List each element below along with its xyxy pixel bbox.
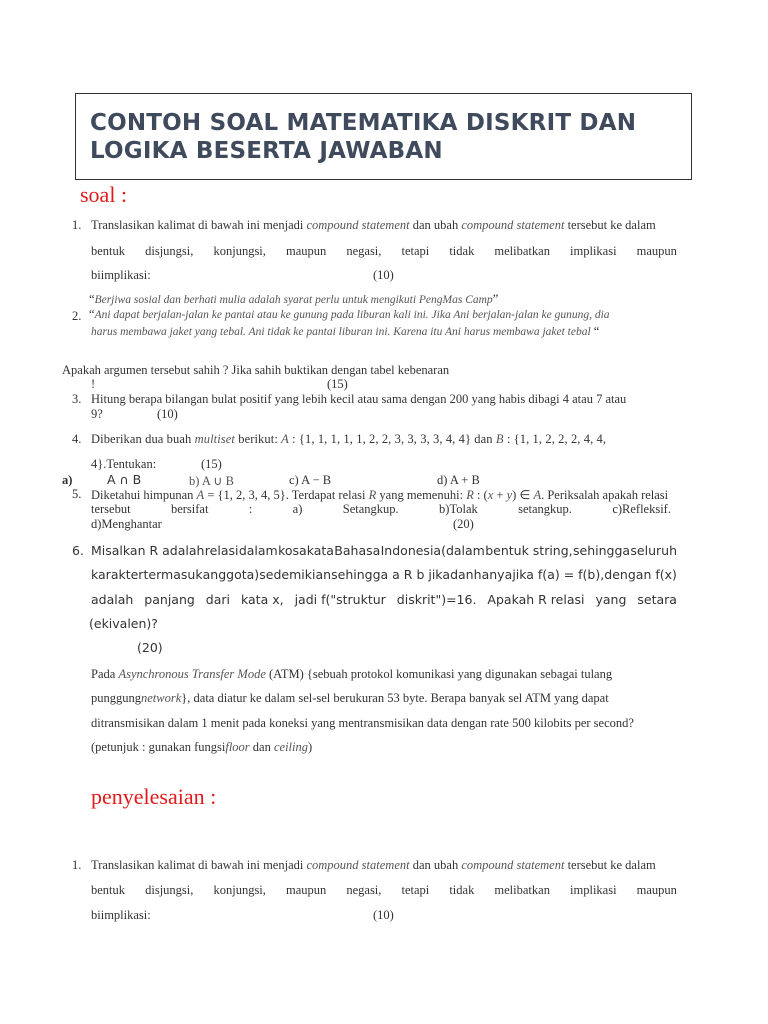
q2-question: Apakah argumen tersebut sahih ? Jika sahih buktikan dengan tabel kebenaran bbox=[62, 363, 450, 377]
q6-line-1: Misalkan R adalah relasi dalam kosakata Bahasa Indonesia(dalam bentuk string, sehingga seluruh bbox=[91, 543, 677, 558]
q2-number: 2. bbox=[72, 309, 82, 323]
document-title-line-1: CONTOH SOAL MATEMATIKA DISKRIT DAN bbox=[90, 110, 637, 136]
soal-heading: soal : bbox=[80, 182, 128, 207]
q1-quote: “Berjiwa sosial dan berhati mulia adalah syarat perlu untuk mengikuti PengMas Camp” bbox=[89, 292, 499, 306]
q5-number: 5. bbox=[72, 487, 82, 501]
ans1-line-2: bentuk disjungsi, konjungsi, maupun negasi, tetapi tidak melibatkan implikasi maupun bbox=[91, 883, 677, 897]
q4-option-c: c) A − B bbox=[289, 473, 332, 487]
q4-option-a: A ∩ B bbox=[107, 472, 142, 487]
q6-line-4: (ekivalen)? bbox=[89, 616, 158, 631]
q6-points: (20) bbox=[137, 640, 163, 655]
q7-line-3: ditransmisikan dalam 1 menit pada koneksi yang mentransmisikan data dengan rate 500 kilobits per second? bbox=[91, 716, 634, 730]
q4-number: 4. bbox=[72, 432, 82, 446]
q7-line-4: (petunjuk : gunakan fungsifloor dan ceiling) bbox=[91, 740, 313, 754]
q4-option-b: b) A ∪ B bbox=[189, 474, 234, 488]
q1-line-3: biimplikasi: bbox=[91, 268, 151, 282]
document-title-line-2: LOGIKA BESERTA JAWABAN bbox=[90, 138, 443, 164]
q6-line-3: adalah panjang dari kata x, jadi f("struktur diskrit")=16. Apakah R relasi yang setara bbox=[91, 592, 677, 607]
q4-option-d: d) A + B bbox=[437, 473, 480, 487]
q3-number: 3. bbox=[72, 392, 82, 406]
q2-line-1: “Ani dapat berjalan-jalan ke pantai atau ke gunung pada liburan kali ini. Jika Ani berjalan-jalan ke gunung, dia bbox=[89, 307, 610, 321]
q4-option-a-label: a) bbox=[62, 473, 73, 487]
q1-line-2: bentuk disjungsi, konjungsi, maupun negasi, tetapi tidak melibatkan implikasi maupun bbox=[91, 244, 677, 258]
q6-line-2: karakter termasuk anggota) sedemikian sehingga a R b jika dan hanya jika f(a) = f(b), dengan f(x) bbox=[91, 567, 677, 582]
ans1-line-1: Translasikan kalimat di bawah ini menjadi compound statement dan ubah compound statement tersebut ke dalam bbox=[91, 858, 656, 872]
q4-points: (15) bbox=[201, 457, 222, 471]
q2-exclamation: ! bbox=[91, 377, 96, 391]
ans1-line-3: biimplikasi: bbox=[91, 908, 151, 922]
ans1-number: 1. bbox=[72, 858, 82, 872]
q3-line-2: 9? bbox=[91, 407, 103, 421]
q5-line-3: d)Menghantar bbox=[91, 517, 162, 531]
q5-points: (20) bbox=[453, 517, 474, 531]
ans1-points: (10) bbox=[373, 908, 394, 922]
q4-line-1: Diberikan dua buah multiset berikut: A : {1, 1, 1, 1, 1, 2, 2, 3, 3, 3, 3, 4, 4} dan B : {1, 1, 2, 2, 2, 4, 4, bbox=[91, 432, 607, 446]
q5-line-1: Diketahui himpunan A = {1, 2, 3, 4, 5}. Terdapat relasi R yang memenuhi: R : (x + y) ∈ A. Periksalah apakah relasi bbox=[91, 488, 669, 502]
q7-line-1: Pada Asynchronous Transfer Mode (ATM) {sebuah protokol komunikasi yang digunakan sebagai tulang bbox=[91, 667, 613, 681]
q1-number: 1. bbox=[72, 218, 82, 232]
q2-line-2: harus membawa jaket yang tebal. Ani tidak ke pantai liburan ini. Karena itu Ani harus membawa jaket tebal “ bbox=[91, 324, 600, 338]
title-box bbox=[75, 93, 692, 180]
q3-line-1: Hitung berapa bilangan bulat positif yang lebih kecil atau sama dengan 200 yang habis dibagi 4 atau 7 atau bbox=[91, 392, 627, 406]
q2-points: (15) bbox=[327, 377, 348, 391]
q1-points: (10) bbox=[373, 268, 394, 282]
q1-line-1: Translasikan kalimat di bawah ini menjadi compound statement dan ubah compound statement tersebut ke dalam bbox=[91, 218, 656, 232]
q4-line-2: 4}.Tentukan: bbox=[91, 457, 157, 471]
q3-points: (10) bbox=[157, 407, 178, 421]
penyelesaian-heading: penyelesaian : bbox=[91, 784, 217, 809]
q6-number: 6. bbox=[72, 543, 84, 558]
q7-line-2: punggungnetwork}, data diatur ke dalam sel-sel berukuran 53 byte. Berapa banyak sel ATM yang dapat bbox=[91, 691, 609, 705]
q5-line-2: tersebut bersifat : a) Setangkup. b)Tolak setangkup. c)Refleksif. bbox=[91, 502, 671, 516]
